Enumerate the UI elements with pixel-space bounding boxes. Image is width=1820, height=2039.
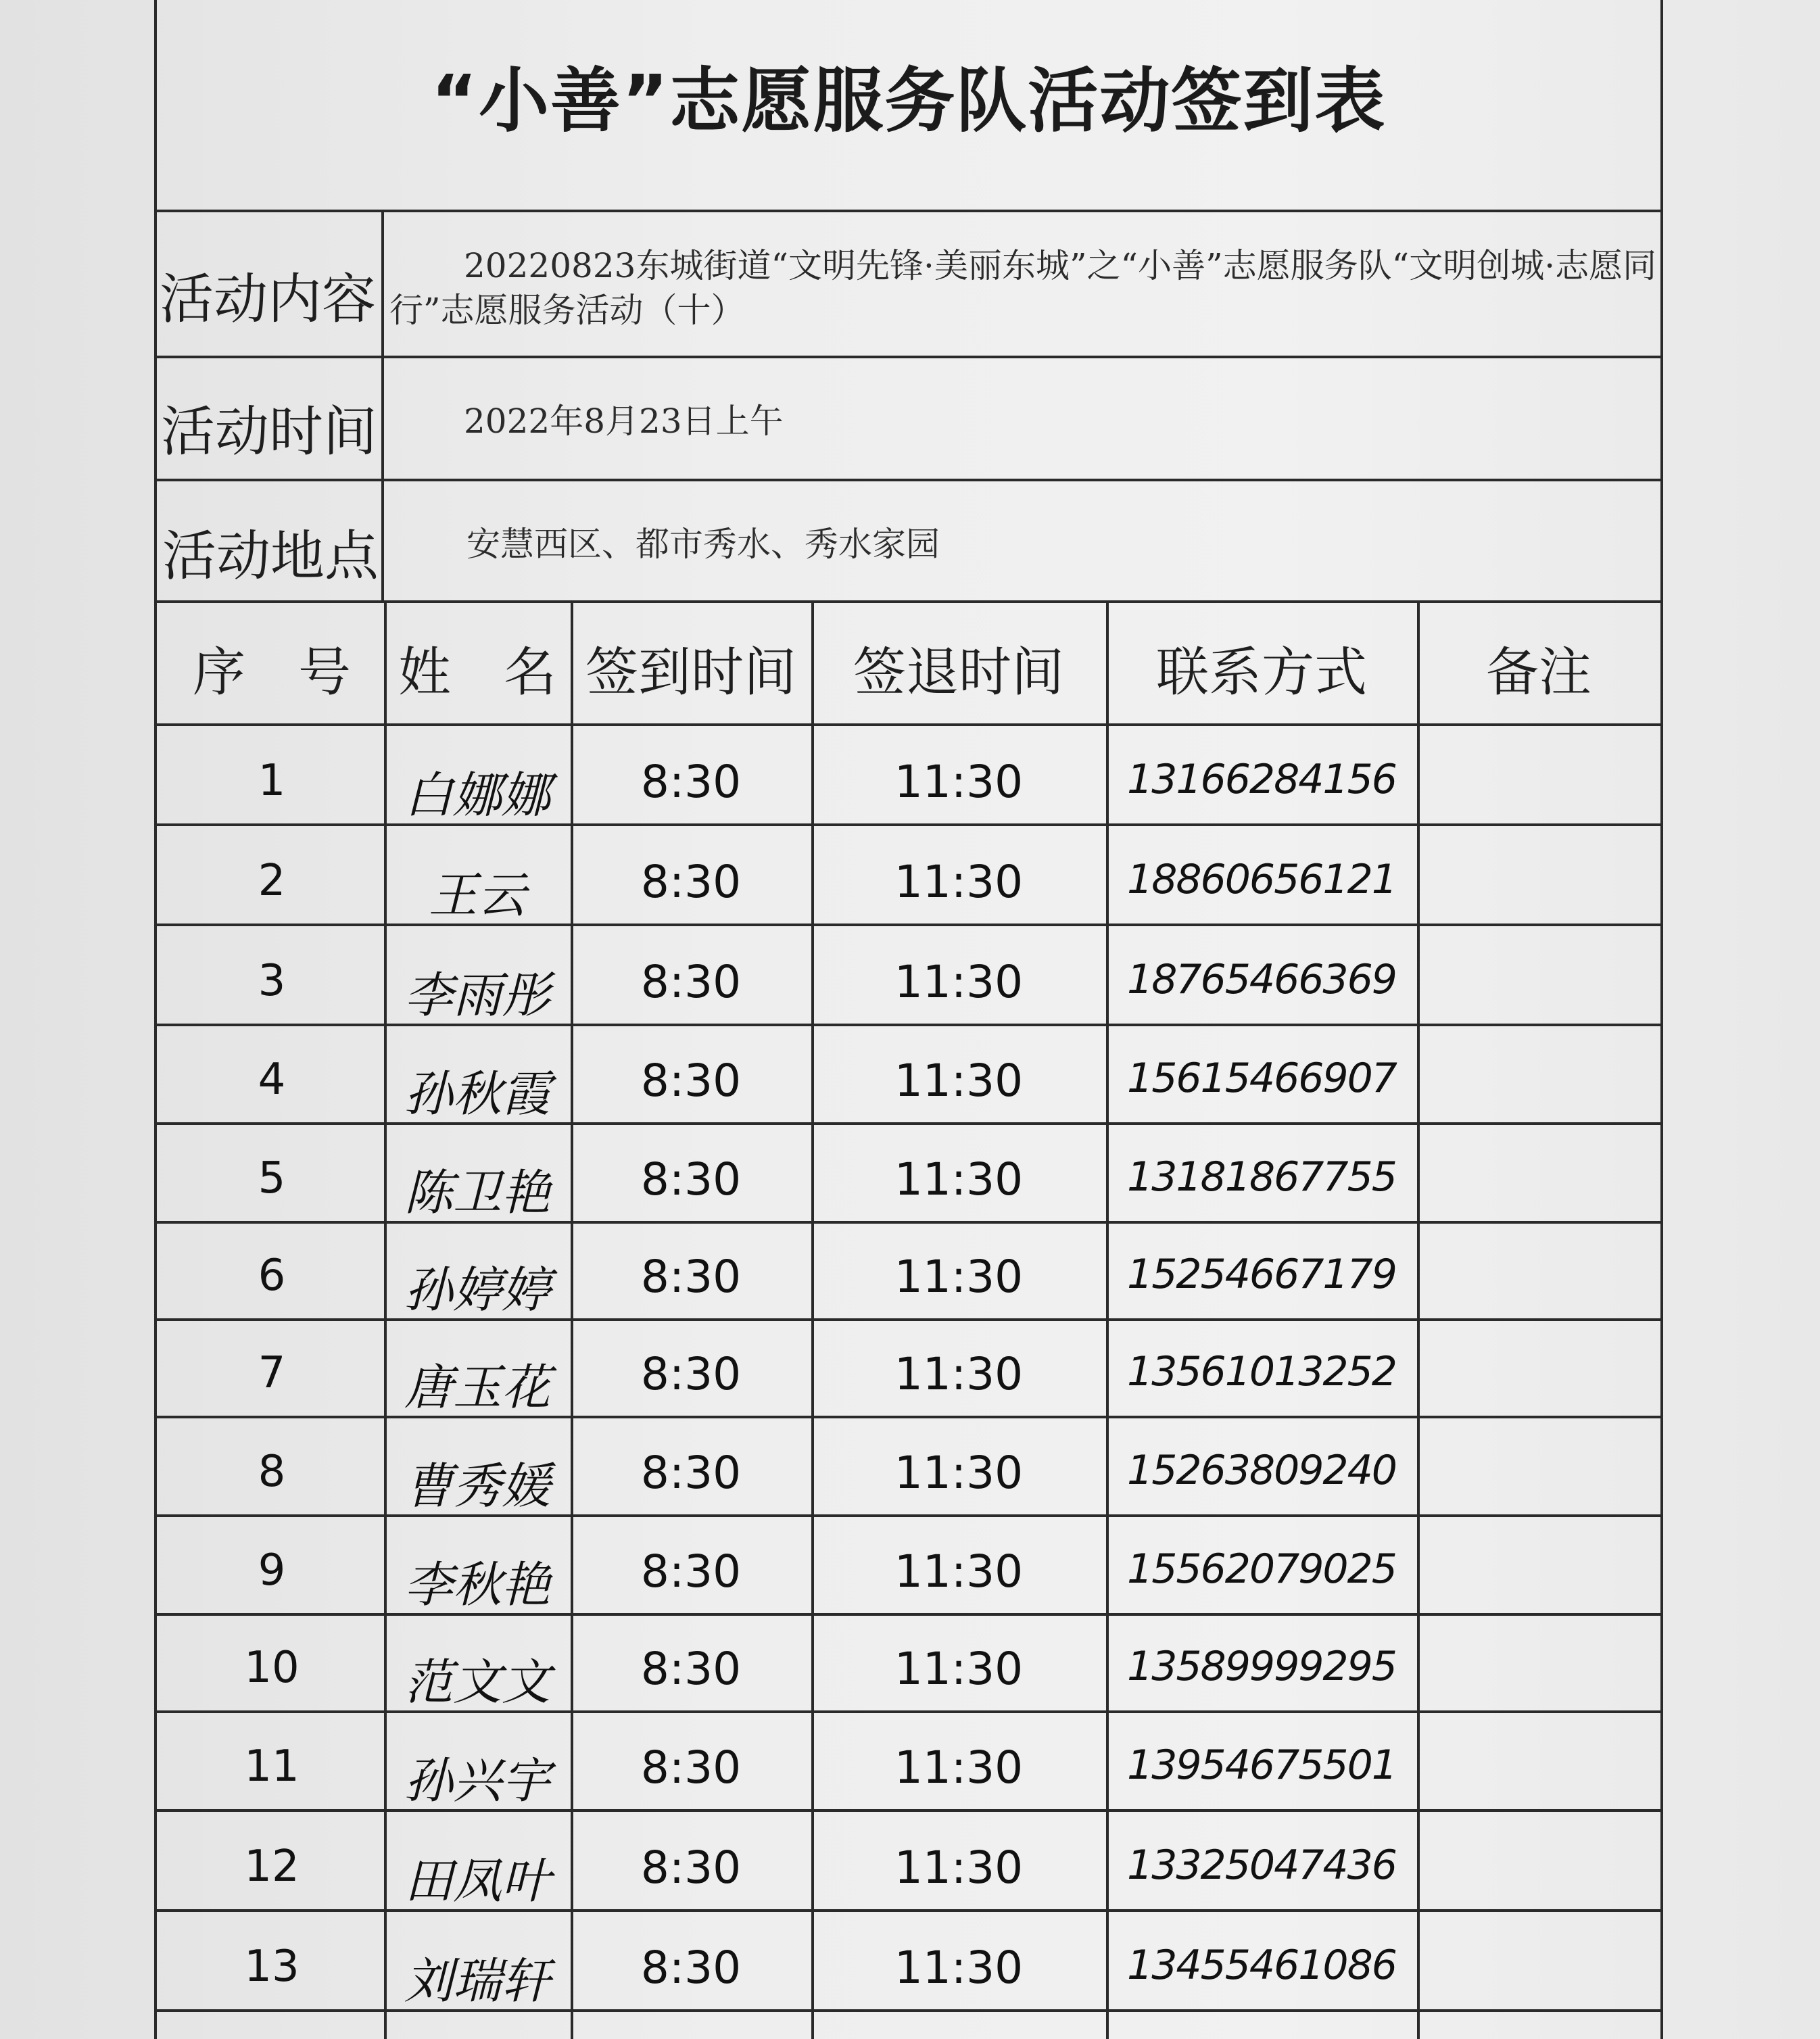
sign-in-time: 8:30 xyxy=(640,1055,742,1107)
row-line xyxy=(157,1710,1660,1713)
row-number: 12 xyxy=(244,1842,300,1892)
row-number: 9 xyxy=(258,1545,286,1596)
sign-in-time: 8:30 xyxy=(640,1643,742,1695)
sign-out-time: 11:30 xyxy=(894,1348,1024,1400)
activity-place-label: 活动地点 xyxy=(162,525,379,587)
row-line xyxy=(157,1221,1660,1224)
volunteer-name: 孙秋霞 xyxy=(404,1065,550,1122)
row-line xyxy=(157,1416,1660,1418)
column-header: 姓 名 xyxy=(398,642,556,703)
volunteer-name: 孙兴宇 xyxy=(404,1752,550,1809)
row-number: 13 xyxy=(244,1942,300,1992)
sign-out-time: 11:30 xyxy=(894,1842,1024,1894)
sheet-title: “小善”志愿服务队活动签到表 xyxy=(431,59,1387,142)
phone-number: 13166284156 xyxy=(1127,756,1396,803)
row-line xyxy=(157,1024,1660,1026)
activity-time-label: 活动时间 xyxy=(161,400,377,463)
phone-number: 15263809240 xyxy=(1127,1447,1396,1494)
sign-out-time: 11:30 xyxy=(894,1742,1024,1794)
sign-out-time: 11:30 xyxy=(894,1251,1024,1303)
volunteer-name: 白娜娜 xyxy=(404,767,550,823)
sign-out-time: 11:30 xyxy=(894,1447,1024,1499)
phone-number: 13181867755 xyxy=(1127,1153,1396,1201)
sign-in-time: 8:30 xyxy=(640,1447,742,1499)
phone-number: 15615466907 xyxy=(1127,1055,1396,1102)
sign-out-time: 11:30 xyxy=(894,1153,1024,1205)
divider xyxy=(154,210,1663,212)
sign-in-time: 8:30 xyxy=(640,1348,742,1400)
sign-in-time: 8:30 xyxy=(640,1742,742,1794)
sign-out-time: 11:30 xyxy=(894,856,1024,908)
volunteer-name: 范文文 xyxy=(404,1654,550,1710)
row-line xyxy=(157,1318,1660,1321)
phone-number: 13561013252 xyxy=(1127,1348,1396,1395)
phone-number: 18765466369 xyxy=(1127,956,1396,1003)
phone-number: 15254667179 xyxy=(1127,1251,1396,1298)
sign-out-time: 11:30 xyxy=(894,956,1024,1008)
volunteer-name: 唐玉花 xyxy=(404,1359,550,1416)
phone-number: 15562079025 xyxy=(1127,1545,1396,1593)
row-number: 1 xyxy=(258,756,286,806)
column-line xyxy=(384,600,387,2039)
sign-in-time: 8:30 xyxy=(640,1251,742,1303)
divider xyxy=(154,600,1663,603)
volunteer-name: 刘瑞轩 xyxy=(404,1952,550,2009)
sign-out-time: 11:30 xyxy=(894,1643,1024,1695)
row-number: 2 xyxy=(258,856,286,906)
volunteer-name: 田凤叶 xyxy=(404,1852,550,1909)
row-number: 8 xyxy=(258,1447,286,1497)
phone-number: 13325047436 xyxy=(1127,1842,1396,1889)
activity-content-label: 活动内容 xyxy=(160,268,376,331)
activity-place-value: 安慧西区、都市秀水、秀水家园 xyxy=(466,525,940,564)
phone-number: 13455461086 xyxy=(1127,1942,1396,1989)
row-number: 11 xyxy=(244,1742,300,1792)
row-line xyxy=(157,1909,1660,1912)
row-line xyxy=(157,823,1660,826)
sign-out-time: 11:30 xyxy=(894,1055,1024,1107)
row-line xyxy=(157,1613,1660,1616)
row-line xyxy=(157,2009,1660,2012)
row-number: 6 xyxy=(258,1251,286,1301)
divider xyxy=(154,356,1663,358)
table-border-right xyxy=(1660,0,1663,2039)
sign-out-time: 11:30 xyxy=(894,756,1024,808)
table-border-left xyxy=(154,0,157,2039)
phone-number: 13589999295 xyxy=(1127,1643,1396,1690)
column-header: 序 号 xyxy=(192,642,351,703)
sign-out-time: 11:30 xyxy=(894,1942,1024,1994)
volunteer-name: 李雨彤 xyxy=(404,967,550,1024)
row-number: 7 xyxy=(258,1348,286,1398)
row-line xyxy=(157,1514,1660,1517)
volunteer-name: 曹秀媛 xyxy=(404,1458,550,1514)
row-number: 10 xyxy=(244,1643,300,1693)
sign-in-time: 8:30 xyxy=(640,856,742,908)
column-line xyxy=(1106,600,1109,2039)
column-line xyxy=(811,600,814,2039)
sign-in-time: 8:30 xyxy=(640,756,742,808)
volunteer-name: 王云 xyxy=(428,867,526,923)
volunteer-name: 李秋艳 xyxy=(404,1556,550,1613)
row-line xyxy=(157,1809,1660,1812)
row-line xyxy=(157,1122,1660,1125)
column-header: 联系方式 xyxy=(1155,642,1367,703)
sign-in-time: 8:30 xyxy=(640,1545,742,1598)
sign-in-time: 8:30 xyxy=(640,1153,742,1205)
sign-in-time: 8:30 xyxy=(640,956,742,1008)
divider xyxy=(381,210,384,602)
divider xyxy=(154,479,1663,481)
activity-content-value: 20220823东城街道“文明先锋·美丽东城”之“小善”志愿服务队“文明创城·志愿同行”志愿服务活动（十） xyxy=(389,246,1657,330)
sign-in-time: 8:30 xyxy=(640,1942,742,1994)
volunteer-name: 孙婷婷 xyxy=(404,1262,550,1318)
phone-number: 18860656121 xyxy=(1127,856,1396,903)
row-number: 4 xyxy=(258,1055,286,1105)
sign-out-time: 11:30 xyxy=(894,1545,1024,1598)
row-line xyxy=(157,923,1660,926)
header-bottom-line xyxy=(157,723,1660,726)
column-line xyxy=(1417,600,1420,2039)
sign-in-time: 8:30 xyxy=(640,1842,742,1894)
volunteer-name: 陈卫艳 xyxy=(404,1164,550,1221)
row-number: 5 xyxy=(258,1153,286,1203)
column-header: 签到时间 xyxy=(585,642,796,703)
column-header: 签退时间 xyxy=(853,642,1064,703)
column-header: 备注 xyxy=(1485,642,1591,703)
activity-time-value: 2022年8月23日上午 xyxy=(464,402,784,441)
phone-number: 13954675501 xyxy=(1127,1742,1396,1789)
row-number: 3 xyxy=(258,956,286,1006)
column-line xyxy=(571,600,573,2039)
